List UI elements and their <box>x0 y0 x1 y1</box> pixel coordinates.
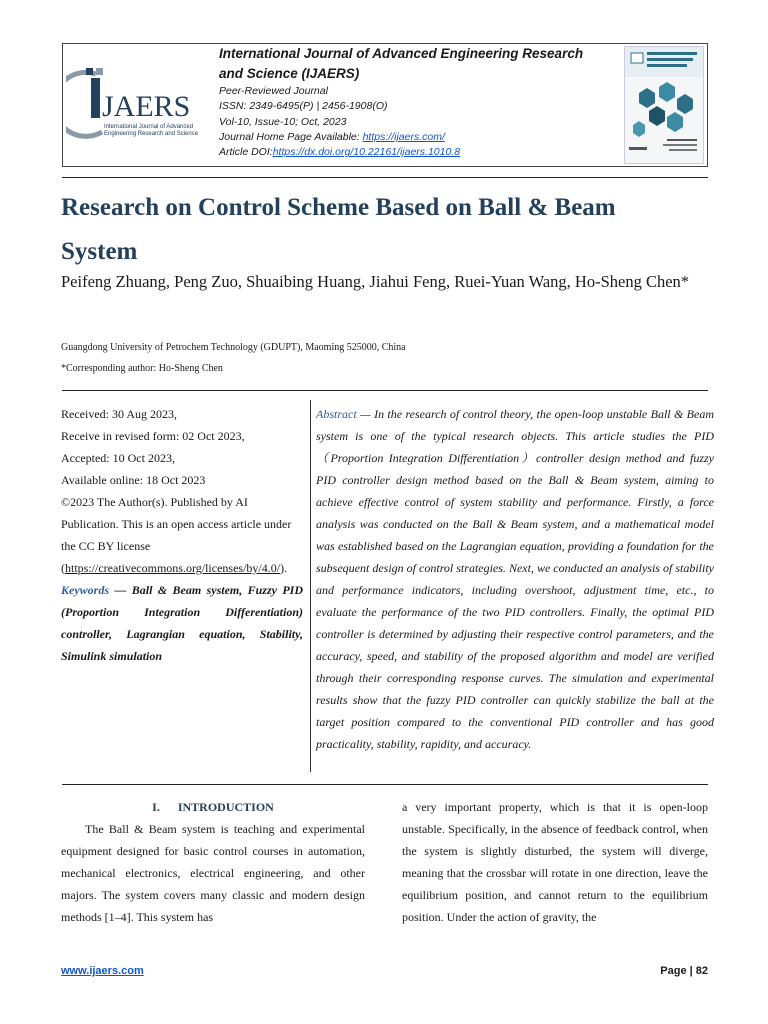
license-paren-close: ). <box>280 561 288 575</box>
doi-label: Article DOI: <box>219 146 273 159</box>
paper-title-line-1: Research on Control Scheme Based on Ball & Beam <box>61 194 616 221</box>
volume-issue: Vol-10, Issue-10; Oct, 2023 <box>219 115 347 128</box>
logo-dot-icon <box>96 68 103 75</box>
logo-subtitle-1: International Journal of Advanced <box>104 124 194 130</box>
logo-text: JAERS <box>102 90 191 123</box>
license-link[interactable]: https://creativecommons.org/licenses/by/4.0/ <box>65 561 281 575</box>
affiliation: Guangdong University of Petrochem Technology (GDUPT), Maoming 525000, China <box>61 342 406 353</box>
accepted-date: Accepted: 10 Oct 2023, <box>61 451 175 465</box>
peer-reviewed: Peer-Reviewed Journal <box>219 85 328 97</box>
section-heading-introduction: I. INTRODUCTION <box>152 800 274 814</box>
abstract-text: — In the research of control theory, the open-loop unstable Ball & Beam system is one of the typical research objects. This article studies the PID（Proportion Integration Differentiation）controller design method and fuzzy PID controller design method based on the Ball & Beam system, aiming to achieve effective control of system stability and performance. Firstly, a force analysis was conducted on the Ball & Beam system, and a mathematical model was established based on the Lagrangian equation, providing a foundation for the subsequent design of control strategies. Next, we conducted an analysis of stability and performance indicators, including overshoot, adjustment time, etc., to evaluate the performance of the two PID controllers. Finally, the optimal PID controller is determined by adjusting their respective control parameters, and the accuracy, speed, and stability of the proposed algorithm and model are verified through their corresponding response curves. The simulation and experimental results show that the fuzzy PID controller can quickly stabilize the ball at the target position compared to the conventional PID controller and has good practicality, stability, rapidity, and accuracy. <box>316 407 714 751</box>
introduction-paragraph: The Ball & Beam system is teaching and experimental equipment designed for basic control courses in automation, mechanical electronics, electrical engineering, and other majors. The system covers many classic and modern design methods [1–4]. This system has <box>61 822 365 924</box>
homepage-label: Journal Home Page Available: <box>219 130 363 143</box>
column-divider <box>310 400 311 772</box>
body-column-1 <box>61 796 365 928</box>
authors: Peifeng Zhuang, Peng Zuo, Shuaibing Huang, Jiahui Feng, Ruei-Yuan Wang, Ho-Sheng Chen* <box>61 272 690 291</box>
page-number: Page | 82 <box>660 965 708 977</box>
journal-cover-image <box>624 46 704 164</box>
logo-dot-icon <box>86 68 93 75</box>
revised-date: Receive in revised form: 02 Oct 2023, <box>61 429 245 443</box>
doi-line <box>219 145 609 160</box>
copyright-notice: ©2023 The Author(s). Published by AI Publication. This is an open access article under the CC BY license <box>61 495 292 553</box>
issn: ISSN: 2349-6495(P) | 2456-1908(O) <box>219 100 388 113</box>
abstract <box>316 403 714 755</box>
abstract-top-rule <box>62 390 708 391</box>
header-rule <box>62 177 708 178</box>
homepage-line <box>219 130 609 145</box>
homepage-link[interactable]: https://ijaers.com/ <box>362 130 445 143</box>
keywords-text: — Ball & Beam system, Fuzzy PID (Proportion Integration Differentiation) controller, Lagrangian equation, Stability, Simulink simulation <box>61 583 303 663</box>
logo-i-bar-icon <box>91 78 100 118</box>
abstract-bottom-rule <box>62 784 708 785</box>
paper-title <box>61 186 701 274</box>
body-column-2: a very important property, which is that it is open-loop unstable. Specifically, in the absence of feedback control, when the system is slightly disturbed, the system will diverge, meaning that the crossbar will rotate in one direction, leave the equilibrium position, and cannot return to the equilibrium position. Under the action of gravity, the <box>402 800 708 924</box>
online-date: Available online: 18 Oct 2023 <box>61 473 206 487</box>
license-paren-open: ( <box>61 561 65 575</box>
logo-subtitle-2: Engineering Research and Science <box>104 131 199 137</box>
footer-website-link[interactable]: www.ijaers.com <box>61 965 144 977</box>
keywords-label: Keywords <box>61 583 109 597</box>
journal-title-line-2: and Science (IJAERS) <box>219 66 360 81</box>
journal-title-line-1: International Journal of Advanced Engineering Research <box>219 46 584 61</box>
keywords <box>61 579 303 667</box>
received-date: Received: 30 Aug 2023, <box>61 407 177 421</box>
abstract-label: Abstract <box>316 407 357 421</box>
journal-info <box>219 44 609 160</box>
corresponding-author: *Corresponding author: Ho-Sheng Chen <box>61 363 223 374</box>
article-metadata <box>61 403 303 667</box>
journal-logo <box>66 66 206 146</box>
doi-link[interactable]: https://dx.doi.org/10.22161/ijaers.1010.8 <box>272 146 461 159</box>
license-line <box>61 557 303 579</box>
paper-title-line-2: System <box>61 238 138 265</box>
